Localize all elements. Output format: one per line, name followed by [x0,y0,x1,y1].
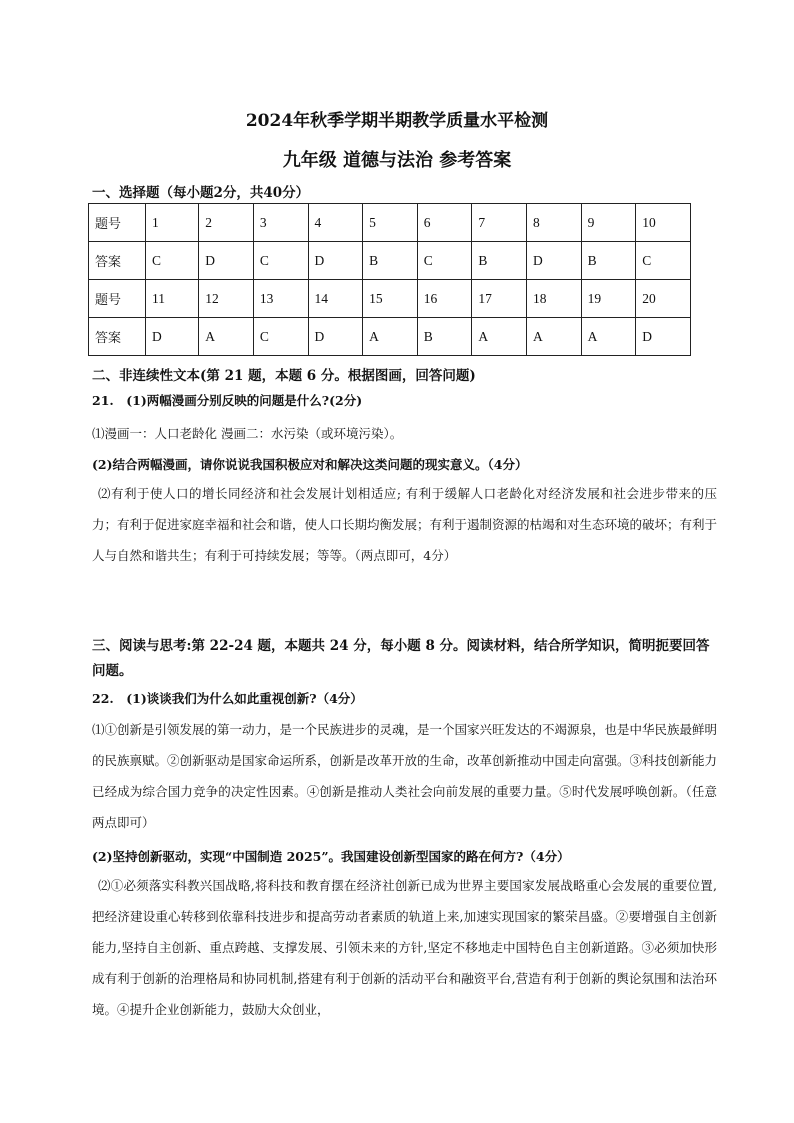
table-cell: D [527,242,582,280]
table-cell: A [363,318,418,356]
table-cell: 14 [308,280,363,318]
table-cell: C [636,242,691,280]
table-cell: 16 [417,280,472,318]
table-cell: A [581,318,636,356]
answer-22-2: ⑵①必须落实科教兴国战略,将科技和教育摆在经济社创新已成为世界主要国家发展战略重心会发展的重要位置,把经济建设重心转移到依靠科技进步和提高劳动者素质的轨道上来,加速实现国家的繁荣昌盛。②要增强自主创新能力,坚持自主创新、重点跨越、支撑发展、引领未来的方针,坚定不移地走中国特色自主创新道路。③必须加快形成有利于创新的治理格局和协同机制,搭建有利于创新的活动平台和融资平台,营造有利于创新的舆论氛围和法治环境。④提升企业创新能力，鼓励大众创业， [92,878,717,1017]
table-cell: 4 [308,204,363,242]
page-title: 2024年秋季学期半期教学质量水平检测 [245,111,549,131]
table-cell: 10 [636,204,691,242]
table-row [89,280,691,318]
table-cell: C [417,242,472,280]
question-22-1: 22. (1)谈谈我们为什么如此重视创新?（4分） [92,691,363,706]
table-cell: C [253,318,308,356]
table-cell: C [146,242,199,280]
table-cell: 11 [146,280,199,318]
answer-22-1: ⑴①创新是引领发展的第一动力，是一个民族进步的灵魂，是一个国家兴旺发达的不竭源泉，也是中华民族最鲜明的民族禀赋。②创新驱动是国家命运所系，创新是改革开放的生命，改革创新推动中国走向富强。③科技创新能力已经成为综合国力竞争的决定性因素。④创新是推动人类社会向前发展的重要力量。⑤时代发展呼唤创新。（任意两点即可） [92,722,718,830]
table-cell: 15 [363,280,418,318]
row-label: 题号 [89,280,146,318]
table-cell: A [527,318,582,356]
table-cell: 2 [199,204,254,242]
section3-heading: 三、阅读与思考:第 22-24 题，本题共 24 分，每小题 8 分。阅读材料，结合所学知识，简明扼要回答问题。 [92,638,710,679]
table-cell: 6 [417,204,472,242]
table-cell: 1 [146,204,199,242]
table-cell: D [308,318,363,356]
question-22-2: (2)坚持创新驱动，实现“中国制造 2025”。我国建设创新型国家的路在何方?（4分） [92,849,570,864]
table-cell: D [308,242,363,280]
answer-21-2: ⑵有利于使人口的增长同经济和社会发展计划相适应; 有利于缓解人口老龄化对经济发展和社会进步带来的压力；有利于促进家庭幸福和社会和谐，使人口长期均衡发展；有利于遏制资源的枯竭和对生态环境的破坏；有利于人与自然和谐共生；有利于可持续发展；等等。（两点即可，4分） [92,486,718,563]
row-label: 答案 [89,318,146,356]
table-row [89,242,691,280]
table-cell: D [199,242,254,280]
row-label: 题号 [89,204,146,242]
table-cell: 19 [581,280,636,318]
question-21-2: (2)结合两幅漫画，请你说说我国积极应对和解决这类问题的现实意义。（4分） [92,457,528,472]
table-cell: 3 [253,204,308,242]
table-cell: C [253,242,308,280]
table-cell: B [363,242,418,280]
table-cell: 12 [199,280,254,318]
table-cell: D [146,318,199,356]
table-cell: 9 [581,204,636,242]
table-cell: 7 [472,204,527,242]
section2-heading: 二、非连续性文本(第 21 题，本题 6 分。根据图画，回答问题) [92,368,476,384]
table-cell: 8 [527,204,582,242]
table-cell: B [472,242,527,280]
table-cell: 18 [527,280,582,318]
table-cell: A [199,318,254,356]
answer-table [88,203,691,356]
row-label: 答案 [89,242,146,280]
table-cell: 5 [363,204,418,242]
table-row [89,318,691,356]
section1-heading: 一、选择题（每小题2分，共40分） [92,185,310,201]
table-cell: 20 [636,280,691,318]
table-cell: B [417,318,472,356]
table-row [89,204,691,242]
answer-21-1: ⑴漫画一：人口老龄化 漫画二：水污染（或环境污染）。 [92,426,403,441]
table-cell: A [472,318,527,356]
table-cell: 13 [253,280,308,318]
table-cell: B [581,242,636,280]
page-subtitle: 九年级 道德与法治 参考答案 [282,150,512,171]
table-cell: 17 [472,280,527,318]
table-cell: D [636,318,691,356]
question-21-1: 21. (1)两幅漫画分别反映的问题是什么?(2分) [92,393,363,408]
